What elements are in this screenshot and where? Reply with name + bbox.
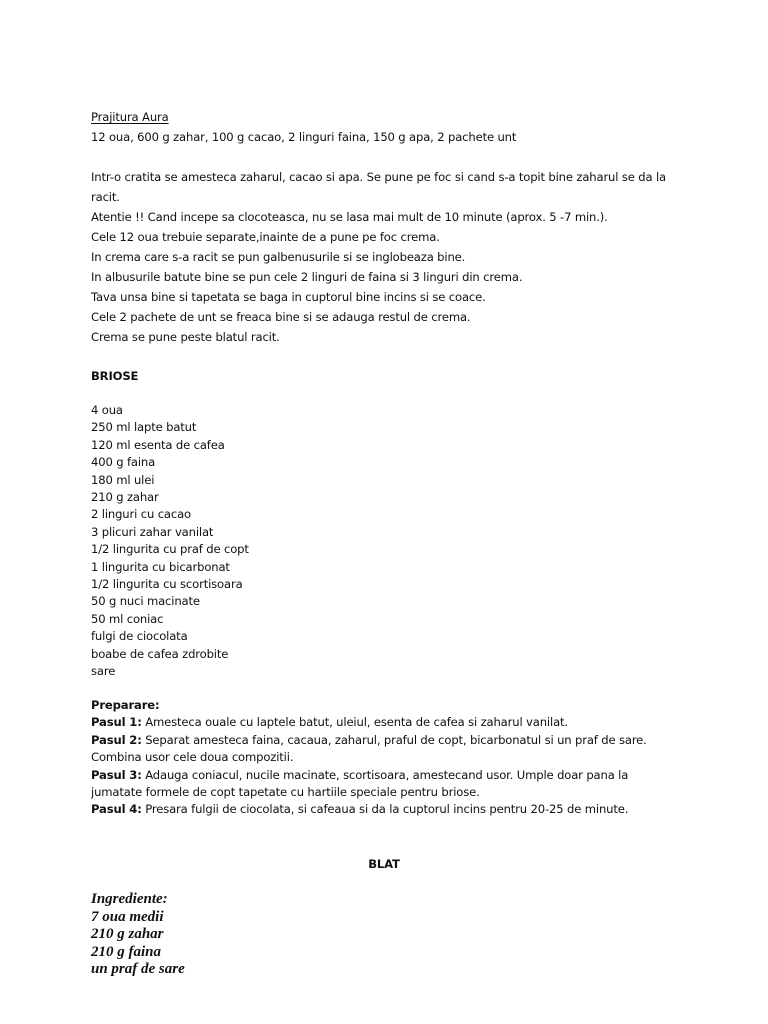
ingredient-item: 4 oua xyxy=(91,403,123,417)
recipe-ingredients-line: 12 oua, 600 g zahar, 100 g cacao, 2 linguri faina, 150 g apa, 2 pachete unt xyxy=(91,130,517,144)
step-label: Pasul 3: xyxy=(91,767,142,782)
step-label: Pasul 4: xyxy=(91,802,142,817)
step-text: Separat amesteca faina, cacaua, zaharul, praful de copt, bicarbonatul si un praf de sare. xyxy=(141,732,647,747)
step-line: In albusurile batute bine se pun cele 2 linguri de faina si 3 linguri din crema. xyxy=(91,270,523,284)
blat-ingredients xyxy=(91,891,691,979)
prajitura-aura-section xyxy=(91,107,691,147)
ingredient-item: 50 g nuci macinate xyxy=(91,594,200,609)
ingredient-item: sare xyxy=(91,664,116,679)
prajitura-aura-steps xyxy=(91,167,691,347)
step-line: Cele 12 oua trebuie separate,inainte de a pune pe foc crema. xyxy=(91,230,440,244)
ingredient-item: fulgi de ciocolata xyxy=(91,629,188,644)
preparation-step xyxy=(91,784,691,801)
step-line: Crema se pune peste blatul racit. xyxy=(91,330,280,344)
step-text: Adauga coniacul, nucile macinate, scortisoara, amestecand usor. Umple doar pana la xyxy=(141,767,629,782)
briose-preparation xyxy=(91,697,691,819)
step-label: Pasul 1: xyxy=(91,715,142,730)
ingredient-item: 250 ml lapte batut xyxy=(91,420,197,435)
ingredient-item: 210 g zahar xyxy=(91,926,164,942)
ingredient-item: 400 g faina xyxy=(91,455,156,470)
ingredient-item: 210 g zahar xyxy=(91,490,159,505)
step-text: Presara fulgii de ciocolata, si cafeaua si da la cuptorul incins pentru 20-25 de minute. xyxy=(141,802,629,817)
ingredient-item: 1 lingurita cu bicarbonat xyxy=(91,559,230,574)
briose-section xyxy=(91,366,691,386)
recipe-title-blat: BLAT xyxy=(368,857,400,871)
step-line: racit. xyxy=(91,190,120,204)
ingredient-item: boabe de cafea zdrobite xyxy=(91,646,229,661)
step-text: jumatate formele de copt tapetate cu hartiile speciale pentru briose. xyxy=(91,785,480,800)
step-line: Tava unsa bine si tapetata se baga in cuptorul bine incins si se coace. xyxy=(91,290,486,304)
ingredient-item: 1/2 lingurita cu praf de copt xyxy=(91,542,249,557)
step-line: Atentie !! Cand incepe sa clocoteasca, nu se lasa mai mult de 10 minute (aprox. 5 -7 min.). xyxy=(91,210,608,224)
ingredient-item: 180 ml ulei xyxy=(91,472,155,487)
step-text: Amesteca ouale cu laptele batut, uleiul, esenta de cafea si zaharul vanilat. xyxy=(141,715,568,730)
preparation-step xyxy=(91,749,691,766)
preparation-step xyxy=(91,801,691,818)
ingredient-item: 2 linguri cu cacao xyxy=(91,507,191,522)
preparation-step xyxy=(91,732,691,749)
step-label: Pasul 2: xyxy=(91,732,142,747)
preparation-step xyxy=(91,767,691,784)
preparation-heading: Preparare: xyxy=(91,698,160,712)
recipe-title-prajitura-aura: Prajitura Aura xyxy=(91,110,169,124)
ingredient-item: 3 plicuri zahar vanilat xyxy=(91,524,214,539)
ingredient-item: 210 g faina xyxy=(91,943,162,960)
ingredient-item: 50 ml coniac xyxy=(91,611,164,626)
step-text: Combina usor cele doua compozitii. xyxy=(91,750,294,765)
briose-ingredients-list xyxy=(91,402,691,681)
ingredients-heading: Ingrediente: xyxy=(91,891,168,907)
step-line: Cele 2 pachete de unt se freaca bine si se adauga restul de crema. xyxy=(91,310,471,324)
ingredient-item: 120 ml esenta de cafea xyxy=(91,437,225,452)
step-line: Intr-o cratita se amesteca zaharul, cacao si apa. Se pune pe foc si cand s-a topit bine zaharul se da la xyxy=(91,170,666,184)
ingredient-item: 1/2 lingurita cu scortisoara xyxy=(91,577,243,592)
step-line: In crema care s-a racit se pun galbenusurile si se inglobeaza bine. xyxy=(91,250,466,264)
preparation-step xyxy=(91,714,691,731)
ingredient-item: un praf de sare xyxy=(91,961,185,977)
ingredient-item: 7 oua medii xyxy=(91,908,164,925)
recipe-title-briose: BRIOSE xyxy=(91,369,139,383)
